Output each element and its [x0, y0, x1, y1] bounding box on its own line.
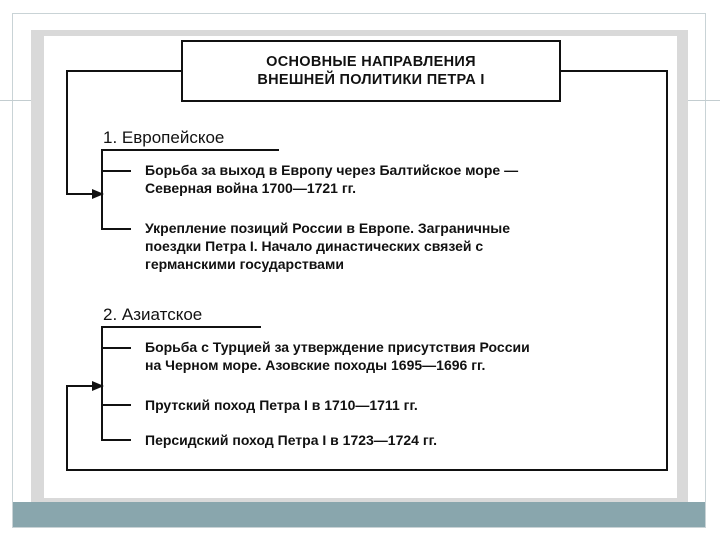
item-turkey-struggle: [145, 338, 530, 374]
section-bracket-europe: [101, 149, 103, 230]
item-text-line: Борьба за выход в Европу через Балтийское море —: [145, 162, 519, 178]
diagram-title-box: [181, 40, 561, 102]
outer-right-top-line: [560, 70, 668, 72]
item-text-line: Северная война 1700—1721 гг.: [145, 180, 356, 196]
tick-asia-1: [101, 347, 131, 349]
item-text-line: Укрепление позиций России в Европе. Заграничные: [145, 220, 511, 236]
section-bracket-asia: [101, 326, 103, 441]
item-text-line: на Черном море. Азовские походы 1695—1696 гг.: [145, 357, 486, 373]
arrow-shaft-europe: [66, 193, 94, 195]
item-text-line: поездки Петра I. Начало династических связей с: [145, 238, 484, 254]
outer-left-lower-line: [66, 385, 68, 471]
item-baltic-struggle: [145, 161, 518, 197]
item-text-line: Борьба с Турцией за утверждение присутствия России: [145, 339, 530, 355]
outer-bottom-line: [66, 469, 668, 471]
section-title-europe: 1. Европейское: [103, 128, 225, 147]
item-prut-campaign: [145, 396, 418, 414]
outer-top-line: [66, 70, 183, 72]
tick-europe-2: [101, 228, 131, 230]
tick-asia-3: [101, 439, 131, 441]
diagram-title-line-1: ОСНОВНЫЕ НАПРАВЛЕНИЯ: [266, 54, 476, 70]
section-underline-europe: [101, 149, 279, 151]
item-text-line: Персидский поход Петра I в 1723—1724 гг.: [145, 432, 437, 448]
slide-footer-bar: [13, 502, 705, 527]
outer-right-line: [666, 70, 668, 471]
outer-left-upper-line: [66, 70, 68, 194]
section-underline-asia: [101, 326, 261, 328]
arrow-shaft-asia: [66, 385, 94, 387]
diagram-title-line-2: ВНЕШНЕЙ ПОЛИТИКИ ПЕТРА I: [257, 72, 485, 88]
tick-asia-2: [101, 404, 131, 406]
tick-europe-1: [101, 170, 131, 172]
item-europe-positions: [145, 219, 510, 273]
item-text-line: германскими государствами: [145, 256, 344, 272]
section-title-asia: 2. Азиатское: [103, 305, 203, 324]
item-persian-campaign: [145, 431, 437, 449]
item-text-line: Прутский поход Петра I в 1710—1711 гг.: [145, 397, 418, 413]
